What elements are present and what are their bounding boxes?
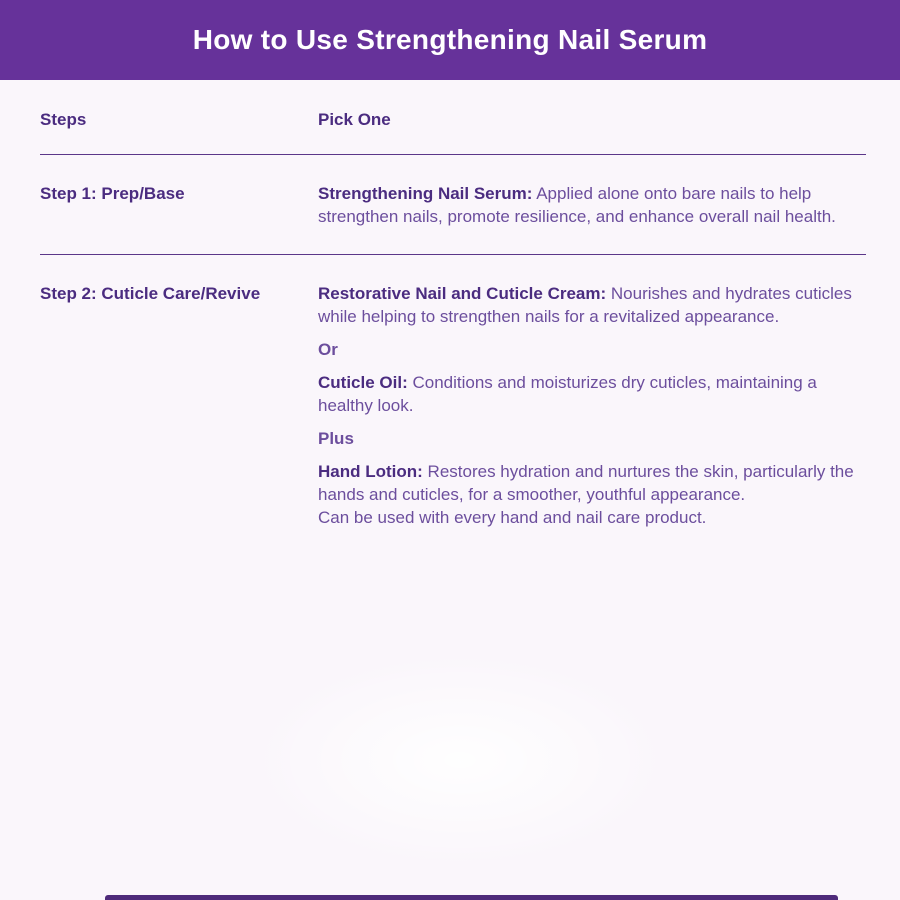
option-note: Can be used with every hand and nail care product. [318, 508, 707, 527]
usage-table [0, 80, 900, 555]
step-1-options [318, 182, 866, 228]
table-row-step-2 [40, 255, 866, 555]
option-label: Hand Lotion: [318, 462, 423, 481]
option-cuticle-oil [318, 371, 866, 417]
option-description: Conditions and moisturizes dry cuticles, maintaining a healthy look. [318, 373, 817, 415]
option-label: Cuticle Oil: [318, 373, 408, 392]
footer-banner-edge [105, 895, 838, 900]
step-2-label: Step 2: Cuticle Care/Revive [40, 284, 261, 303]
option-restorative-cream [318, 282, 866, 328]
table-row-step-1 [40, 155, 866, 254]
option-label: Restorative Nail and Cuticle Cream: [318, 284, 607, 303]
column-header-pick-one: Pick One [318, 110, 391, 129]
page-title: How to Use Strengthening Nail Serum [192, 24, 708, 55]
option-hand-lotion [318, 460, 866, 529]
table-header-row [40, 80, 866, 154]
connector-plus: Plus [318, 429, 354, 448]
option-description: Restores hydration and nurtures the skin, particularly the hands and cuticles, for a smoother, youthful appearance. [318, 462, 854, 504]
option-description: Nourishes and hydrates cuticles while helping to strengthen nails for a revitalized appearance. [318, 284, 852, 326]
step-2-options [318, 282, 866, 529]
connector-or: Or [318, 340, 338, 359]
header-banner [0, 0, 900, 80]
option-label: Strengthening Nail Serum: [318, 184, 533, 203]
column-header-steps: Steps [40, 110, 87, 129]
step-1-label: Step 1: Prep/Base [40, 184, 185, 203]
option-description: Applied alone onto bare nails to help strengthen nails, promote resilience, and enhance overall nail health. [318, 184, 836, 226]
background-highlight [170, 610, 750, 900]
option-strengthening-nail-serum [318, 182, 866, 228]
